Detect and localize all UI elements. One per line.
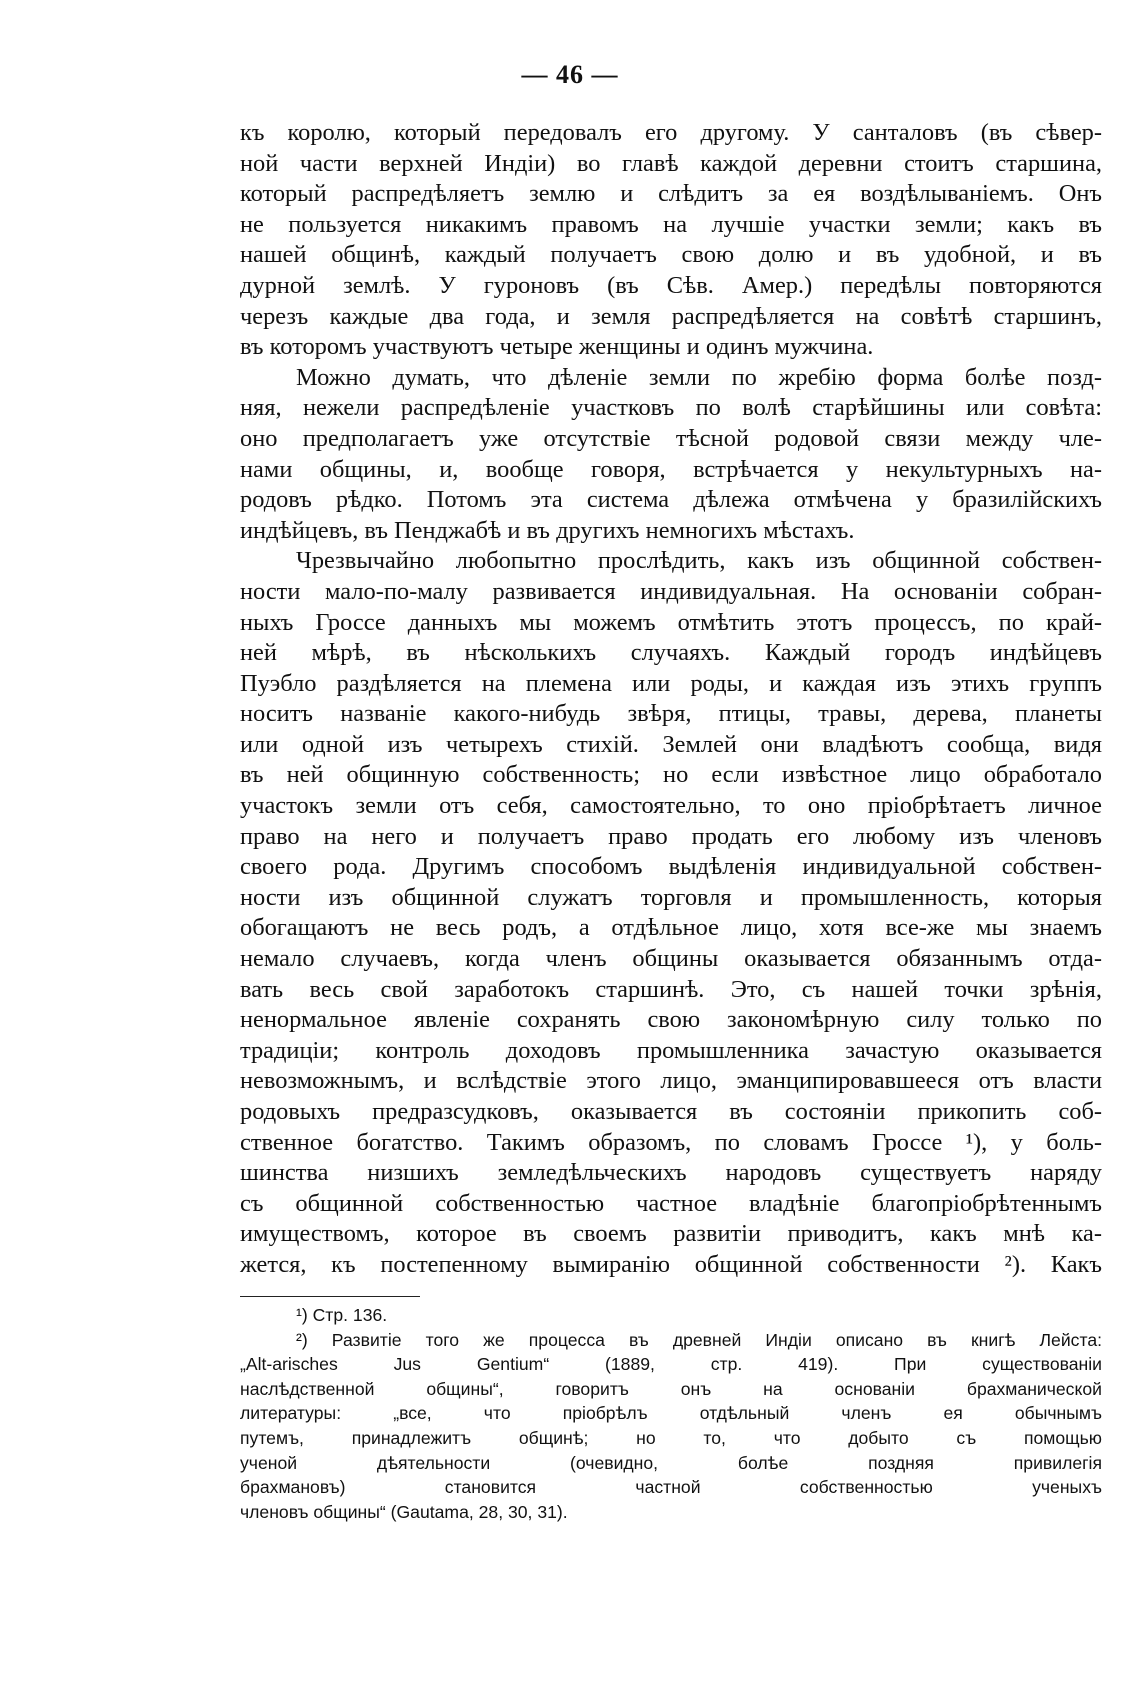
footnote-separator (240, 1296, 420, 1297)
body-line: немало случаевъ, когда членъ общины оказывается обязаннымъ отда- (240, 945, 1102, 973)
footnote-line: ученой дѣятельности (очевидно, болѣе поздняя привилегія (240, 1452, 1102, 1473)
body-line: вать весь свой заработокъ старшинѣ. Это, съ нашей точки зрѣнія, (240, 975, 1102, 1003)
body-line: въ ней общинную собственность; но если извѣстное лицо обработало (240, 761, 1102, 789)
body-line: ственное богатство. Такимъ образомъ, по словамъ Гроссе ¹), у боль- (240, 1128, 1102, 1156)
body-line: родовыхъ предразсудковъ, оказывается въ состояніи прикопить соб- (240, 1098, 1102, 1125)
body-line: традиціи; контроль доходовъ промышленника зачастую оказывается (240, 1036, 1102, 1064)
body-line: ныхъ Гроссе данныхъ мы можемъ отмѣтить этотъ процессъ, по край- (240, 608, 1102, 636)
body-line: ной части верхней Индіи) во главѣ каждой деревни стоитъ старшина, (240, 149, 1102, 177)
body-line: обогащаютъ не весь родъ, а отдѣльное лицо, хотя все-же мы знаемъ (240, 914, 1102, 942)
body-line: своего рода. Другимъ способомъ выдѣленія индивидуальной собствен- (240, 853, 1102, 881)
body-line: черезъ каждые два года, и земля распредѣляется на совѣтѣ старшинъ, (240, 302, 1102, 330)
body-line: ности изъ общинной служатъ торговля и промышленность, которыя (240, 883, 1102, 911)
body-line: ности мало-по-малу развивается индивидуальная. На основаніи собран- (240, 577, 1102, 605)
body-line: ненормальное явленіе сохранять свою закономѣрную силу только по (240, 1006, 1102, 1034)
body-line: индѣйцевъ, въ Пенджабѣ и въ другихъ немногихъ мѣстахъ. (240, 516, 855, 544)
body-line: дурной землѣ. У гуроновъ (въ Сѣв. Амер.) передѣлы повторяются (240, 271, 1102, 299)
footnote-line: ²) Развитіе того же процесса въ древней Индіи описано въ книгѣ Лейста: (296, 1329, 1102, 1350)
body-line: нами общины, и, вообще говоря, встрѣчается у некультурныхъ на- (240, 455, 1102, 483)
body-line: невозможнымъ, и вслѣдствіе этого лицо, эманципировавшееся отъ власти (240, 1067, 1102, 1095)
footnote-line: литературы: „все, что пріобрѣлъ отдѣльный членъ ея обычнымъ (240, 1403, 1102, 1424)
body-line: носитъ названіе какого-нибудь звѣря, птицы, травы, дерева, планеты (240, 700, 1102, 728)
footnote-line: наслѣдственной общины“, говоритъ онъ на основаніи брахманической (240, 1378, 1102, 1399)
body-line: въ которомъ участвуютъ четыре женщины и одинъ мужчина. (240, 333, 874, 361)
body-line: Пуэбло раздѣляется на племена или роды, и каждая изъ этихъ группъ (240, 669, 1102, 697)
body-line: участокъ земли отъ себя, самостоятельно, то оно пріобрѣтаетъ личное (240, 792, 1102, 820)
footnote-line: членовъ общины“ (Gautama, 28, 30, 31). (240, 1501, 568, 1522)
body-line: не пользуется никакимъ правомъ на лучшіе участки земли; какъ въ (240, 210, 1102, 238)
footnotes (240, 1303, 1102, 1524)
body-line: имуществомъ, которое въ своемъ развитіи приводитъ, какъ мнѣ ка- (240, 1220, 1102, 1248)
body-line: Можно думать, что дѣленіе земли по жребію форма болѣе позд- (296, 363, 1102, 391)
body-line: ней мѣрѣ, въ нѣсколькихъ случаяхъ. Каждый городъ индѣйцевъ (240, 639, 1102, 667)
footnote-line: ¹) Стр. 136. (296, 1305, 388, 1325)
body-line: право на него и получаетъ право продать его любому изъ членовъ (240, 822, 1102, 850)
body-line: къ королю, который передовалъ его другому. У санталовъ (въ сѣвер- (240, 119, 1102, 146)
body-line: оно предполагаетъ уже отсутствіе тѣсной родовой связи между чле- (240, 424, 1102, 452)
body-line: или одной изъ четырехъ стихій. Землей они владѣютъ сообща, видя (240, 730, 1102, 758)
body-line: Чрезвычайно любопытно прослѣдить, какъ изъ общинной собствен- (296, 547, 1102, 575)
page-number: — 46 — (521, 60, 619, 89)
body-line: родовъ рѣдко. Потомъ эта система дѣлежа отмѣчена у бразилійскихъ (240, 486, 1102, 514)
body-line: который распредѣляетъ землю и слѣдитъ за ея воздѣлываніемъ. Онъ (240, 180, 1102, 208)
body-line: нашей общинѣ, каждый получаетъ свою долю и въ удобной, и въ (240, 241, 1102, 269)
body-line: съ общинной собственностью частное владѣніе благопріобрѣтеннымъ (240, 1189, 1102, 1217)
footnote-line: путемъ, принадлежитъ общинѣ; но то, что добыто съ помощью (240, 1427, 1102, 1448)
footnote-line: брахмановъ) становится частной собственностью ученыхъ (240, 1477, 1102, 1498)
body-text (240, 118, 1102, 1281)
body-line: няя, нежели распредѣленіе участковъ по волѣ старѣйшины или совѣта: (240, 394, 1102, 422)
footnote-line: „Alt-arisches Jus Gentium“ (1889, стр. 419). При существованіи (240, 1354, 1102, 1375)
body-line: шинства низшихъ земледѣльческихъ народовъ существуетъ наряду (240, 1159, 1102, 1187)
body-line: жется, къ постепенному вымиранію общинной собственности ²). Какъ (240, 1250, 1102, 1278)
